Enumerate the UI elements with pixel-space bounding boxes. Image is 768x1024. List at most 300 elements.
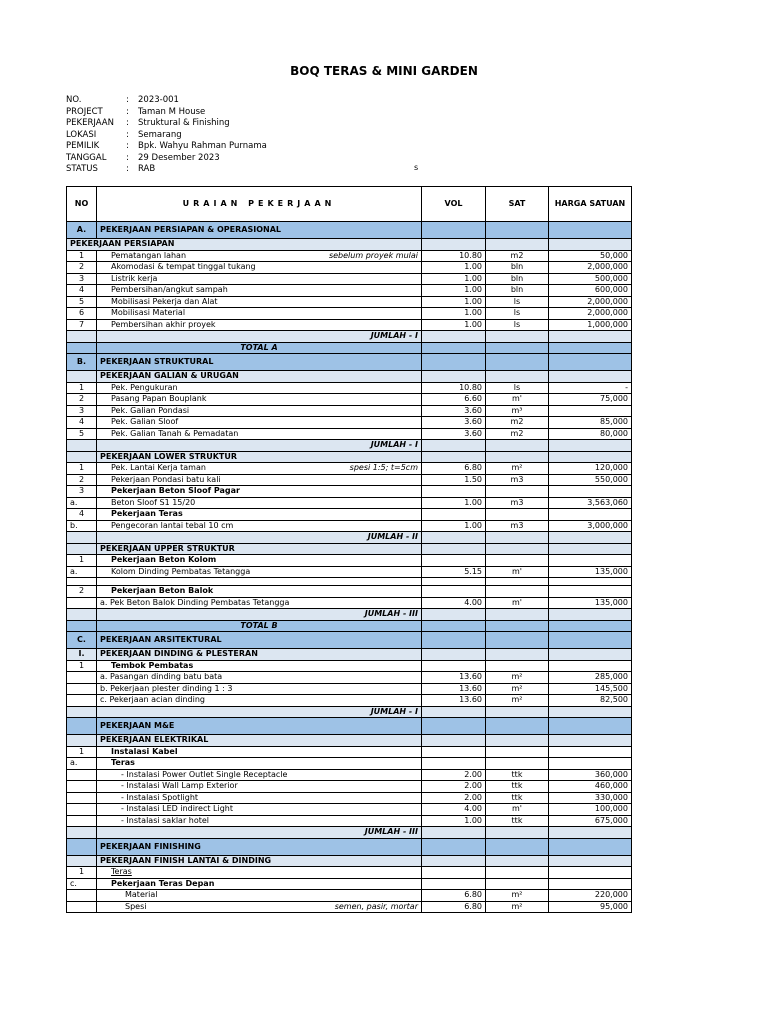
row-no: 7 — [67, 319, 97, 331]
table-header — [67, 187, 632, 222]
item-price: 600,000 — [549, 285, 632, 297]
subsection-row — [67, 543, 632, 555]
item-desc — [97, 746, 422, 758]
table-row — [67, 867, 632, 879]
subsection-title: PEKERJAAN FINISH LANTAI & DINDING — [97, 855, 422, 867]
item-desc — [97, 555, 422, 567]
table-row — [67, 792, 632, 804]
empty-cell — [422, 440, 486, 452]
item-desc — [97, 792, 422, 804]
item-vol: 6.60 — [422, 394, 486, 406]
header-vol: VOL — [422, 187, 486, 222]
table-row — [67, 695, 632, 707]
empty-cell — [486, 440, 549, 452]
row-no — [67, 815, 97, 827]
item-sat: m² — [486, 695, 549, 707]
empty-cell — [422, 543, 486, 555]
item-price — [549, 746, 632, 758]
row-no: 5 — [67, 296, 97, 308]
item-desc-text: Pematangan lahan — [111, 250, 187, 260]
table-row — [67, 486, 632, 498]
total-label: TOTAL A — [97, 342, 422, 354]
row-no — [67, 890, 97, 902]
item-desc-text: a. Pek Beton Balok Dinding Pembatas Tetangga — [100, 597, 290, 607]
item-sat: m² — [486, 890, 549, 902]
row-no: 4 — [67, 509, 97, 521]
empty-cell — [486, 706, 549, 718]
item-vol: 1.50 — [422, 474, 486, 486]
empty-cell — [486, 718, 549, 735]
section-row — [67, 718, 632, 735]
table-row — [67, 555, 632, 567]
row-no — [67, 769, 97, 781]
item-vol: 3.60 — [422, 417, 486, 429]
item-desc-text: Beton Sloof S1 15/20 — [111, 497, 196, 507]
item-price: 460,000 — [549, 781, 632, 793]
item-vol: 1.00 — [422, 262, 486, 274]
item-price: 550,000 — [549, 474, 632, 486]
item-sat: m' — [486, 597, 549, 609]
table-row — [67, 815, 632, 827]
item-desc-text: Instalasi Kabel — [111, 746, 178, 756]
row-no: 1 — [67, 382, 97, 394]
boq-table — [66, 186, 632, 913]
table-row — [67, 758, 632, 770]
meta-row — [66, 141, 267, 153]
item-sat: m2 — [486, 417, 549, 429]
item-price: 85,000 — [549, 417, 632, 429]
item-price: - — [549, 382, 632, 394]
item-sat: m3 — [486, 520, 549, 532]
section-row — [67, 838, 632, 855]
item-vol: 2.00 — [422, 792, 486, 804]
meta-colon: : — [126, 106, 129, 117]
item-desc — [97, 285, 422, 297]
item-desc-text: Pek. Galian Pondasi — [111, 405, 190, 415]
empty-cell — [486, 451, 549, 463]
item-desc-text: a. Pasangan dinding batu bata — [100, 672, 223, 682]
item-note: semen, pasir, mortar — [334, 901, 418, 911]
item-desc — [97, 804, 422, 816]
empty-cell — [549, 331, 632, 343]
header-no: NO — [67, 187, 97, 222]
item-vol: 6.80 — [422, 890, 486, 902]
item-vol — [422, 746, 486, 758]
meta-key: LOKASI — [66, 129, 97, 140]
section-row — [67, 632, 632, 649]
meta-value: Semarang — [138, 129, 182, 140]
table-row — [67, 382, 632, 394]
item-desc — [97, 474, 422, 486]
empty-cell — [549, 440, 632, 452]
item-vol: 2.00 — [422, 781, 486, 793]
empty-cell — [486, 855, 549, 867]
header-harga: HARGA SATUAN — [549, 187, 632, 222]
item-desc-text: Pembersihan/angkut sampah — [111, 285, 228, 295]
meta-colon: : — [126, 141, 129, 151]
empty-cell — [549, 532, 632, 544]
meta-key: NO. — [66, 95, 82, 105]
row-no: 1 — [67, 746, 97, 758]
empty-cell — [486, 354, 549, 371]
empty-cell — [486, 620, 549, 632]
meta-row — [66, 95, 267, 107]
item-price: 2,000,000 — [549, 308, 632, 320]
table-row — [67, 586, 632, 598]
item-sat — [486, 758, 549, 770]
empty-cell — [422, 838, 486, 855]
empty-cell — [422, 331, 486, 343]
item-desc — [97, 308, 422, 320]
item-desc-text: Mobilisasi Pekerja dan Alat — [111, 296, 218, 306]
item-sat — [486, 509, 549, 521]
empty-cell — [486, 371, 549, 383]
section-row — [67, 222, 632, 239]
total-row — [67, 620, 632, 632]
item-note: spesi 1:5; t=5cm — [349, 463, 418, 473]
item-sat: ls — [486, 296, 549, 308]
table-row — [67, 781, 632, 793]
row-no — [67, 718, 97, 735]
section-title: PEKERJAAN FINISHING — [97, 838, 422, 855]
table-row — [67, 417, 632, 429]
item-vol: 1.00 — [422, 319, 486, 331]
item-price — [549, 405, 632, 417]
item-sat — [486, 867, 549, 879]
item-desc-text: Pekerjaan Beton Kolom — [111, 555, 217, 565]
item-vol: 13.60 — [422, 695, 486, 707]
item-sat: ls — [486, 319, 549, 331]
empty-cell — [67, 331, 97, 343]
subtotal-row — [67, 440, 632, 452]
row-no: I. — [67, 649, 97, 661]
item-price: 50,000 — [549, 250, 632, 262]
section-row — [67, 354, 632, 371]
item-desc — [97, 695, 422, 707]
item-sat — [486, 486, 549, 498]
row-no: 3 — [67, 405, 97, 417]
item-vol — [422, 486, 486, 498]
item-sat — [486, 878, 549, 890]
item-sat: m² — [486, 463, 549, 475]
item-note: sebelum proyek mulai — [328, 250, 418, 260]
table-row — [67, 474, 632, 486]
table-row — [67, 683, 632, 695]
section-title: PEKERJAAN STRUKTURAL — [97, 354, 422, 371]
item-sat: ls — [486, 382, 549, 394]
table-row — [67, 428, 632, 440]
item-sat: bln — [486, 273, 549, 285]
item-desc — [97, 586, 422, 598]
item-desc-text: Pek. Lantai Kerja taman — [111, 463, 206, 473]
subtotal-row — [67, 827, 632, 839]
item-price: 75,000 — [549, 394, 632, 406]
item-vol: 13.60 — [422, 672, 486, 684]
table-row — [67, 296, 632, 308]
row-no — [67, 683, 97, 695]
item-vol — [422, 867, 486, 879]
item-desc-text: Pekerjaan Pondasi batu kali — [111, 474, 221, 484]
empty-cell — [549, 706, 632, 718]
item-desc-text: Spesi — [125, 901, 147, 911]
row-no: 6 — [67, 308, 97, 320]
subsection-row — [67, 239, 632, 251]
empty-cell — [549, 735, 632, 747]
total-row — [67, 342, 632, 354]
item-desc — [97, 520, 422, 532]
empty-cell — [422, 735, 486, 747]
empty-cell — [422, 609, 486, 621]
table-row — [67, 394, 632, 406]
item-price — [549, 555, 632, 567]
empty-cell — [422, 239, 486, 251]
empty-cell — [422, 342, 486, 354]
row-no: 2 — [67, 394, 97, 406]
item-vol: 1.00 — [422, 296, 486, 308]
item-price: 500,000 — [549, 273, 632, 285]
empty-cell — [549, 855, 632, 867]
meta-key: PROJECT — [66, 106, 103, 117]
meta-value: Bpk. Wahyu Rahman Purnama — [138, 141, 267, 151]
item-vol: 4.00 — [422, 597, 486, 609]
empty-cell — [422, 354, 486, 371]
row-no: C. — [67, 632, 97, 649]
item-price — [549, 660, 632, 672]
row-no: 1 — [67, 463, 97, 475]
table-row — [67, 285, 632, 297]
item-price: 1,000,000 — [549, 319, 632, 331]
empty-cell — [486, 609, 549, 621]
empty-cell — [549, 543, 632, 555]
section-title: PEKERJAAN ARSITEKTURAL — [97, 632, 422, 649]
empty-cell — [486, 532, 549, 544]
table-row — [67, 890, 632, 902]
item-price — [549, 509, 632, 521]
item-desc-text: Akomodasi & tempat tinggal tukang — [111, 262, 256, 272]
document-meta — [66, 95, 267, 176]
item-price: 82,500 — [549, 695, 632, 707]
item-desc-text: Pekerjaan Teras Depan — [111, 878, 215, 888]
empty-cell — [67, 706, 97, 718]
item-desc — [97, 428, 422, 440]
item-price: 120,000 — [549, 463, 632, 475]
meta-row — [66, 107, 267, 119]
row-no — [67, 672, 97, 684]
item-price: 2,000,000 — [549, 296, 632, 308]
item-price: 80,000 — [549, 428, 632, 440]
item-vol — [422, 509, 486, 521]
table-row — [67, 497, 632, 509]
row-no: 4 — [67, 285, 97, 297]
table-row — [67, 319, 632, 331]
item-vol: 1.00 — [422, 815, 486, 827]
row-no: 3 — [67, 273, 97, 285]
item-price: 220,000 — [549, 890, 632, 902]
table-row — [67, 250, 632, 262]
table-row — [67, 262, 632, 274]
item-desc — [97, 319, 422, 331]
item-desc — [97, 878, 422, 890]
item-sat: m' — [486, 566, 549, 578]
row-no — [67, 804, 97, 816]
total-label: TOTAL B — [97, 620, 422, 632]
item-vol: 1.00 — [422, 520, 486, 532]
item-price: 135,000 — [549, 566, 632, 578]
item-sat: m² — [486, 672, 549, 684]
meta-colon: : — [126, 118, 129, 128]
item-vol: 5.15 — [422, 566, 486, 578]
empty-cell — [549, 354, 632, 371]
empty-cell — [486, 239, 549, 251]
item-desc-text: Pekerjaan Beton Sloof Pagar — [111, 486, 240, 496]
subsection-row — [67, 855, 632, 867]
item-vol: 1.00 — [422, 273, 486, 285]
item-sat: m3 — [486, 474, 549, 486]
row-no — [67, 597, 97, 609]
item-vol — [422, 660, 486, 672]
item-desc-text: Teras — [111, 867, 132, 877]
empty-cell — [549, 222, 632, 239]
row-no: 5 — [67, 428, 97, 440]
item-sat: ttk — [486, 792, 549, 804]
item-desc — [97, 382, 422, 394]
item-desc — [97, 683, 422, 695]
item-sat: m' — [486, 804, 549, 816]
item-price — [549, 486, 632, 498]
meta-value: RAB — [138, 164, 156, 174]
item-vol — [422, 555, 486, 567]
table-row — [67, 746, 632, 758]
empty-cell — [549, 620, 632, 632]
row-no — [67, 695, 97, 707]
item-desc-text: Pembersihan akhir proyek — [111, 319, 216, 329]
item-price: 135,000 — [549, 597, 632, 609]
table-row — [67, 463, 632, 475]
subsection-row — [67, 735, 632, 747]
item-price — [549, 758, 632, 770]
item-sat: m³ — [486, 405, 549, 417]
empty-cell — [67, 532, 97, 544]
item-sat: ttk — [486, 769, 549, 781]
item-sat: bln — [486, 285, 549, 297]
row-no: a. — [67, 566, 97, 578]
empty-cell — [486, 331, 549, 343]
item-desc-text: Kolom Dinding Pembatas Tetangga — [111, 566, 251, 576]
subtotal-label: JUMLAH - II — [97, 532, 422, 544]
item-desc — [97, 597, 422, 609]
empty-cell — [486, 838, 549, 855]
row-no — [67, 855, 97, 867]
empty-cell — [486, 578, 549, 586]
item-price: 3,563,060 — [549, 497, 632, 509]
row-no: 2 — [67, 262, 97, 274]
empty-cell — [422, 649, 486, 661]
section-title: PEKERJAAN M&E — [97, 718, 422, 735]
row-no — [67, 838, 97, 855]
table-row — [67, 509, 632, 521]
item-desc-text: Pekerjaan Beton Balok — [111, 586, 214, 596]
subtotal-row — [67, 532, 632, 544]
item-desc — [97, 262, 422, 274]
empty-cell — [549, 718, 632, 735]
item-desc-text: Teras — [111, 758, 135, 768]
item-desc-text: - Instalasi Power Outlet Single Receptacle — [121, 769, 288, 779]
table-row — [67, 308, 632, 320]
item-vol: 1.00 — [422, 285, 486, 297]
item-sat: m2 — [486, 428, 549, 440]
row-no: A. — [67, 222, 97, 239]
meta-key: STATUS — [66, 164, 98, 174]
empty-cell — [549, 451, 632, 463]
item-desc — [97, 273, 422, 285]
meta-colon: : — [126, 164, 129, 174]
item-desc — [97, 296, 422, 308]
row-no: a. — [67, 497, 97, 509]
subtotal-row — [67, 331, 632, 343]
item-vol: 13.60 — [422, 683, 486, 695]
empty-cell — [549, 827, 632, 839]
empty-cell — [486, 827, 549, 839]
empty-cell — [486, 735, 549, 747]
item-desc — [97, 672, 422, 684]
empty-cell — [549, 578, 632, 586]
item-vol: 6.80 — [422, 901, 486, 913]
empty-cell — [422, 620, 486, 632]
item-price: 100,000 — [549, 804, 632, 816]
item-desc-text: Material — [125, 890, 158, 900]
meta-row — [66, 164, 267, 176]
subsection-row — [67, 371, 632, 383]
item-desc-text: Tembok Pembatas — [111, 660, 194, 670]
item-desc — [97, 417, 422, 429]
table-row — [67, 769, 632, 781]
empty-cell — [67, 440, 97, 452]
meta-colon: : — [126, 152, 129, 163]
item-desc-text: Pengecoran lantai tebal 10 cm — [111, 520, 234, 530]
subtotal-label: JUMLAH - I — [97, 706, 422, 718]
item-price: 145,500 — [549, 683, 632, 695]
item-desc — [97, 463, 422, 475]
empty-cell — [549, 239, 632, 251]
table-row — [67, 660, 632, 672]
row-no: 1 — [67, 250, 97, 262]
subsection-row — [67, 451, 632, 463]
empty-cell — [422, 222, 486, 239]
item-desc — [97, 566, 422, 578]
empty-cell — [486, 342, 549, 354]
subsection-row — [67, 649, 632, 661]
item-price — [549, 878, 632, 890]
empty-cell — [486, 543, 549, 555]
row-no: 4 — [67, 417, 97, 429]
empty-cell — [549, 609, 632, 621]
subtotal-label: JUMLAH - I — [97, 331, 422, 343]
empty-cell — [67, 827, 97, 839]
subsection-title: PEKERJAAN ELEKTRIKAL — [97, 735, 422, 747]
meta-key: PEKERJAAN — [66, 118, 114, 128]
item-vol: 1.00 — [422, 497, 486, 509]
empty-cell — [67, 578, 97, 586]
item-sat: m2 — [486, 250, 549, 262]
table-row — [67, 597, 632, 609]
empty-cell — [549, 649, 632, 661]
empty-cell — [422, 578, 486, 586]
item-sat: m² — [486, 683, 549, 695]
meta-row — [66, 153, 267, 165]
empty-cell — [422, 718, 486, 735]
empty-cell — [67, 342, 97, 354]
meta-colon: : — [126, 129, 129, 140]
